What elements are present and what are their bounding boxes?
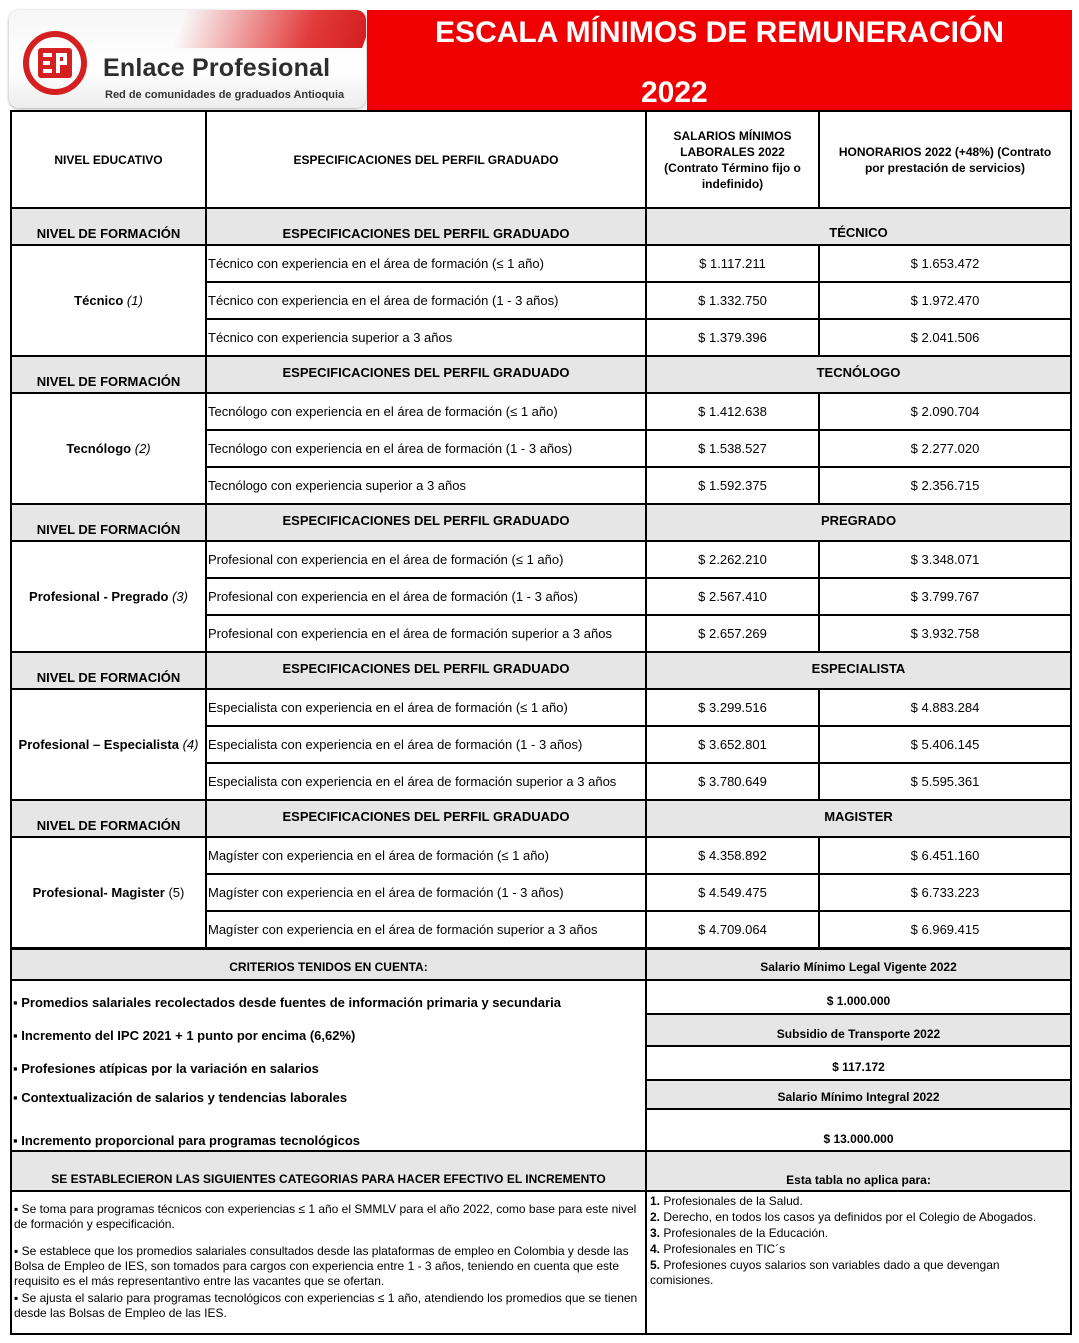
nivel-formacion-text: NIVEL DE FORMACIÓN bbox=[36, 818, 181, 833]
especificaciones-text: ESPECIFICACIONES DEL PERFIL GRADUADO bbox=[282, 809, 570, 824]
header-nivel-text: NIVEL EDUCATIVO bbox=[54, 152, 163, 167]
honorario-cell bbox=[818, 614, 1072, 653]
page-year: 2022 bbox=[641, 76, 708, 109]
salario-value: $ 3.652.801 bbox=[698, 737, 767, 752]
salario-value: $ 4.549.475 bbox=[698, 885, 767, 900]
salario-value: $ 1.117.211 bbox=[699, 256, 766, 271]
honorario-cell bbox=[818, 244, 1072, 283]
logo-subtitle: Red de comunidades de graduados Antioquia bbox=[105, 89, 345, 101]
no-aplica-num: 5. bbox=[650, 1258, 661, 1272]
no-aplica-item bbox=[650, 1258, 1066, 1288]
honorario-value: $ 2.041.506 bbox=[910, 330, 980, 345]
salario-cell bbox=[645, 688, 820, 727]
honorario-cell bbox=[818, 688, 1072, 727]
categorias-title-text: SE ESTABLECIERON LAS SIGUIENTES CATEGORIAS PARA HACER EFECTIVO EL INCREMENTO bbox=[51, 1172, 606, 1186]
category-text: PREGRADO bbox=[820, 513, 897, 528]
no-aplica-text: Profesionales de la Salud. bbox=[660, 1194, 803, 1208]
no-aplica-text: Profesiones cuyos salarios son variables dado a que devengan comisiones. bbox=[650, 1258, 1000, 1287]
no-aplica-text: Derecho, en todos los casos ya definidos por el Colegio de Abogados. bbox=[660, 1210, 1037, 1224]
honorario-cell bbox=[818, 762, 1072, 801]
spec-cell bbox=[205, 762, 647, 801]
category-label bbox=[645, 355, 1072, 394]
smlv-value-text: $ 1.000.000 bbox=[826, 994, 891, 1008]
page-title: ESCALA MÍNIMOS DE REMUNERACIÓN bbox=[435, 16, 1004, 49]
no-aplica-item bbox=[650, 1194, 1066, 1209]
nivel-name: Profesional- Magister bbox=[32, 885, 165, 900]
honorario-value: $ 2.090.704 bbox=[910, 404, 980, 419]
honorario-cell bbox=[818, 836, 1072, 875]
nivel-formacion-label bbox=[10, 207, 207, 246]
logo-name: Enlace Profesional bbox=[103, 54, 331, 82]
especificaciones-label bbox=[205, 799, 647, 838]
spec-text: Tecnólogo con experiencia en el área de formación (1 - 3 años) bbox=[208, 441, 573, 456]
spec-text: Tecnólogo con experiencia superior a 3 años bbox=[208, 478, 467, 493]
nivel-name: Tecnólogo bbox=[66, 441, 132, 456]
especificaciones-label bbox=[205, 207, 647, 246]
nivel-formacion-text: NIVEL DE FORMACIÓN bbox=[36, 226, 181, 241]
category-text: TECNÓLOGO bbox=[816, 365, 901, 380]
page-header bbox=[0, 0, 1079, 110]
salario-value: $ 1.592.375 bbox=[698, 478, 767, 493]
nivel-wrapper bbox=[33, 885, 185, 900]
integral-label bbox=[645, 1079, 1072, 1110]
categoria-item: ▪ Se ajusta el salario para programas tecnológicos con experiencias ≤ 1 año, atendiendo los promedios que se tienen desde las Bolsas de Empleo de las IES. bbox=[14, 1291, 638, 1320]
salario-value: $ 1.412.638 bbox=[698, 404, 767, 419]
especificaciones-text: ESPECIFICACIONES DEL PERFIL GRADUADO bbox=[282, 513, 570, 528]
categorias-list bbox=[10, 1190, 647, 1335]
criterio-item: ▪ Incremento del IPC 2021 + 1 punto por encima (6,62%) bbox=[13, 1028, 356, 1043]
spec-text: Profesional con experiencia en el área de formación (1 - 3 años) bbox=[208, 589, 578, 604]
honorario-value: $ 3.932.758 bbox=[910, 626, 980, 641]
spec-text: Profesional con experiencia en el área de formación superior a 3 años bbox=[208, 626, 612, 641]
criterio-item: ▪ Incremento proporcional para programas tecnológicos bbox=[13, 1133, 361, 1148]
spec-text: Especialista con experiencia en el área de formación (1 - 3 años) bbox=[208, 737, 583, 752]
spec-cell bbox=[205, 392, 647, 431]
honorario-value: $ 6.451.160 bbox=[910, 848, 980, 863]
honorario-value: $ 6.969.415 bbox=[910, 922, 980, 937]
spec-cell bbox=[205, 614, 647, 653]
header-salarios bbox=[645, 110, 820, 209]
especificaciones-text: ESPECIFICACIONES DEL PERFIL GRADUADO bbox=[282, 226, 570, 241]
enlace-profesional-logo-icon bbox=[23, 31, 87, 95]
smlv-value bbox=[645, 979, 1072, 1015]
honorario-cell bbox=[818, 873, 1072, 912]
honorario-value: $ 1.653.472 bbox=[910, 256, 980, 271]
criterios-title-text: CRITERIOS TENIDOS EN CUENTA: bbox=[229, 959, 428, 974]
spec-cell bbox=[205, 836, 647, 875]
salario-value: $ 3.299.516 bbox=[698, 700, 767, 715]
spec-cell bbox=[205, 244, 647, 283]
spec-cell bbox=[205, 688, 647, 727]
honorario-value: $ 1.972.470 bbox=[910, 293, 980, 308]
salario-cell bbox=[645, 466, 820, 505]
honorario-value: $ 5.406.145 bbox=[910, 737, 980, 752]
header-honorarios-text: HONORARIOS 2022 (+48%) (Contrato por prestación de servicios) bbox=[838, 144, 1052, 175]
honorario-cell bbox=[818, 910, 1072, 949]
criterios-title bbox=[10, 948, 647, 981]
nivel-formacion-label bbox=[10, 503, 207, 542]
spec-cell bbox=[205, 910, 647, 949]
nivel-cell bbox=[10, 392, 207, 505]
category-label bbox=[645, 651, 1072, 690]
spec-text: Especialista con experiencia en el área de formación superior a 3 años bbox=[208, 774, 617, 789]
integral-label-text: Salario Mínimo Integral 2022 bbox=[777, 1089, 940, 1104]
salario-value: $ 2.262.210 bbox=[698, 552, 767, 567]
nivel-cell bbox=[10, 244, 207, 357]
no-aplica-list bbox=[645, 1190, 1072, 1335]
salario-cell bbox=[645, 725, 820, 764]
categoria-item: ▪ Se establece que los promedios salariales consultados desde las plataformas de empleo en Colombia y desde las Bolsa de Empleo de IES, son tomados para cargos con experiencia entre 1 - 3 años, teniendo en cuenta que este requisito es el más representantivo entre las vacantes que se ofertan. bbox=[14, 1244, 629, 1288]
no-aplica-text: Profesionales en TIC´s bbox=[660, 1242, 786, 1256]
especificaciones-text: ESPECIFICACIONES DEL PERFIL GRADUADO bbox=[282, 365, 570, 380]
no-aplica-title bbox=[645, 1150, 1072, 1192]
header-honorarios bbox=[818, 110, 1072, 209]
honorario-cell bbox=[818, 281, 1072, 320]
salario-value: $ 2.657.269 bbox=[698, 626, 767, 641]
integral-value-text: $ 13.000.000 bbox=[823, 1132, 894, 1146]
honorario-cell bbox=[818, 392, 1072, 431]
no-aplica-num: 1. bbox=[650, 1194, 661, 1208]
nivel-cell bbox=[10, 688, 207, 801]
smlv-label bbox=[645, 948, 1072, 981]
nivel-wrapper bbox=[66, 441, 150, 456]
title-banner bbox=[367, 10, 1072, 110]
nivel-note: (5) bbox=[168, 885, 185, 900]
spec-cell bbox=[205, 725, 647, 764]
transporte-value-text: $ 117.172 bbox=[832, 1060, 885, 1074]
nivel-formacion-text: NIVEL DE FORMACIÓN bbox=[36, 670, 181, 685]
no-aplica-title-text: Esta tabla no aplica para: bbox=[786, 1173, 931, 1187]
nivel-formacion-label bbox=[10, 799, 207, 838]
honorario-value: $ 2.277.020 bbox=[910, 441, 980, 456]
category-label bbox=[645, 503, 1072, 542]
honorario-cell bbox=[818, 577, 1072, 616]
especificaciones-label bbox=[205, 503, 647, 542]
nivel-name: Profesional – Especialista bbox=[18, 737, 179, 752]
especificaciones-label bbox=[205, 651, 647, 690]
salario-cell bbox=[645, 281, 820, 320]
salario-cell bbox=[645, 836, 820, 875]
spec-text: Magíster con experiencia en el área de formación superior a 3 años bbox=[208, 922, 598, 937]
nivel-cell bbox=[10, 836, 207, 949]
nivel-note: (3) bbox=[172, 589, 188, 604]
no-aplica-item bbox=[650, 1242, 1066, 1257]
category-text: MAGISTER bbox=[824, 809, 893, 824]
nivel-note: (4) bbox=[182, 737, 199, 752]
spec-text: Magíster con experiencia en el área de formación (1 - 3 años) bbox=[208, 885, 564, 900]
spec-cell bbox=[205, 540, 647, 579]
spec-text: Técnico con experiencia en el área de formación (1 - 3 años) bbox=[208, 293, 559, 308]
spec-text: Magíster con experiencia en el área de formación (≤ 1 año) bbox=[208, 848, 549, 863]
salario-cell bbox=[645, 429, 820, 468]
salario-value: $ 4.709.064 bbox=[698, 922, 767, 937]
category-text: ESPECIALISTA bbox=[811, 661, 906, 676]
nivel-wrapper bbox=[74, 293, 143, 308]
salario-value: $ 1.332.750 bbox=[698, 293, 767, 308]
salario-cell bbox=[645, 762, 820, 801]
transporte-value bbox=[645, 1045, 1072, 1081]
spec-text: Tecnólogo con experiencia en el área de formación (≤ 1 año) bbox=[208, 404, 558, 419]
honorario-value: $ 6.733.223 bbox=[910, 885, 980, 900]
spec-text: Técnico con experiencia en el área de formación (≤ 1 año) bbox=[208, 256, 544, 271]
honorario-value: $ 4.883.284 bbox=[910, 700, 980, 715]
integral-value bbox=[645, 1108, 1072, 1152]
honorario-cell bbox=[818, 429, 1072, 468]
spec-cell bbox=[205, 466, 647, 505]
salario-cell bbox=[645, 910, 820, 949]
no-aplica-item bbox=[650, 1210, 1066, 1225]
nivel-formacion-text: NIVEL DE FORMACIÓN bbox=[36, 374, 181, 389]
no-aplica-item bbox=[650, 1226, 1066, 1241]
header-nivel-educativo bbox=[10, 110, 207, 209]
transporte-label bbox=[645, 1013, 1072, 1047]
header-salarios-note: (Contrato Término fijo o indefinido) bbox=[664, 160, 801, 191]
salario-cell bbox=[645, 577, 820, 616]
criterio-item: ▪ Profesiones atípicas por la variación en salarios bbox=[13, 1061, 319, 1076]
nivel-name: Profesional - Pregrado bbox=[29, 589, 169, 604]
spec-cell bbox=[205, 577, 647, 616]
transporte-label-text: Subsidio de Transporte 2022 bbox=[776, 1027, 941, 1041]
honorario-value: $ 5.595.361 bbox=[910, 774, 980, 789]
spec-cell bbox=[205, 429, 647, 468]
category-label bbox=[645, 207, 1072, 246]
especificaciones-label bbox=[205, 355, 647, 394]
salario-value: $ 3.780.649 bbox=[698, 774, 767, 789]
categoria-item: ▪ Se toma para programas técnicos con experiencias ≤ 1 año el SMMLV para el año 2022, como base para este nivel de formación y especificación. bbox=[14, 1202, 637, 1231]
nivel-wrapper bbox=[19, 737, 199, 752]
salario-cell bbox=[645, 244, 820, 283]
spec-text: Profesional con experiencia en el área de formación (≤ 1 año) bbox=[208, 552, 564, 567]
spec-text: Técnico con experiencia superior a 3 años bbox=[208, 330, 453, 345]
salario-cell bbox=[645, 614, 820, 653]
honorario-cell bbox=[818, 318, 1072, 357]
categorias-title bbox=[10, 1150, 647, 1192]
category-text: TÉCNICO bbox=[829, 225, 888, 240]
honorario-cell bbox=[818, 466, 1072, 505]
nivel-name: Técnico bbox=[74, 293, 124, 308]
salario-value: $ 1.538.527 bbox=[698, 441, 767, 456]
honorario-value: $ 2.356.715 bbox=[910, 478, 980, 493]
salario-cell bbox=[645, 873, 820, 912]
criterio-item: ▪ Promedios salariales recolectados desde fuentes de información primaria y secundaria bbox=[13, 995, 561, 1010]
logo bbox=[9, 10, 366, 108]
nivel-note: (1) bbox=[126, 293, 143, 308]
nivel-note: (2) bbox=[134, 441, 151, 456]
criterio-item: ▪ Contextualización de salarios y tendencias laborales bbox=[13, 1090, 348, 1105]
spec-cell bbox=[205, 873, 647, 912]
nivel-formacion-label bbox=[10, 651, 207, 690]
salario-cell bbox=[645, 540, 820, 579]
salario-cell bbox=[645, 392, 820, 431]
smlv-label-text: Salario Mínimo Legal Vigente 2022 bbox=[760, 959, 957, 974]
header-especificaciones bbox=[205, 110, 647, 209]
nivel-formacion-text: NIVEL DE FORMACIÓN bbox=[36, 522, 181, 537]
salario-value: $ 4.358.892 bbox=[698, 848, 767, 863]
salario-value: $ 2.567.410 bbox=[698, 589, 767, 604]
especificaciones-text: ESPECIFICACIONES DEL PERFIL GRADUADO bbox=[282, 661, 570, 676]
nivel-cell bbox=[10, 540, 207, 653]
spec-text: Especialista con experiencia en el área de formación (≤ 1 año) bbox=[208, 700, 568, 715]
salario-value: $ 1.379.396 bbox=[698, 330, 767, 345]
no-aplica-num: 2. bbox=[650, 1210, 661, 1224]
honorario-value: $ 3.348.071 bbox=[910, 552, 980, 567]
category-label bbox=[645, 799, 1072, 838]
spec-cell bbox=[205, 281, 647, 320]
nivel-formacion-label bbox=[10, 355, 207, 394]
header-salarios-text: SALARIOS MÍNIMOS LABORALES 2022 bbox=[673, 128, 792, 159]
spec-cell bbox=[205, 318, 647, 357]
no-aplica-text: Profesionales de la Educación. bbox=[660, 1226, 829, 1240]
salario-cell bbox=[645, 318, 820, 357]
honorario-cell bbox=[818, 725, 1072, 764]
honorario-cell bbox=[818, 540, 1072, 579]
no-aplica-num: 4. bbox=[650, 1242, 661, 1256]
no-aplica-num: 3. bbox=[650, 1226, 661, 1240]
header-specs-text: ESPECIFICACIONES DEL PERFIL GRADUADO bbox=[293, 152, 559, 167]
honorario-value: $ 3.799.767 bbox=[910, 589, 980, 604]
nivel-wrapper bbox=[29, 589, 188, 604]
